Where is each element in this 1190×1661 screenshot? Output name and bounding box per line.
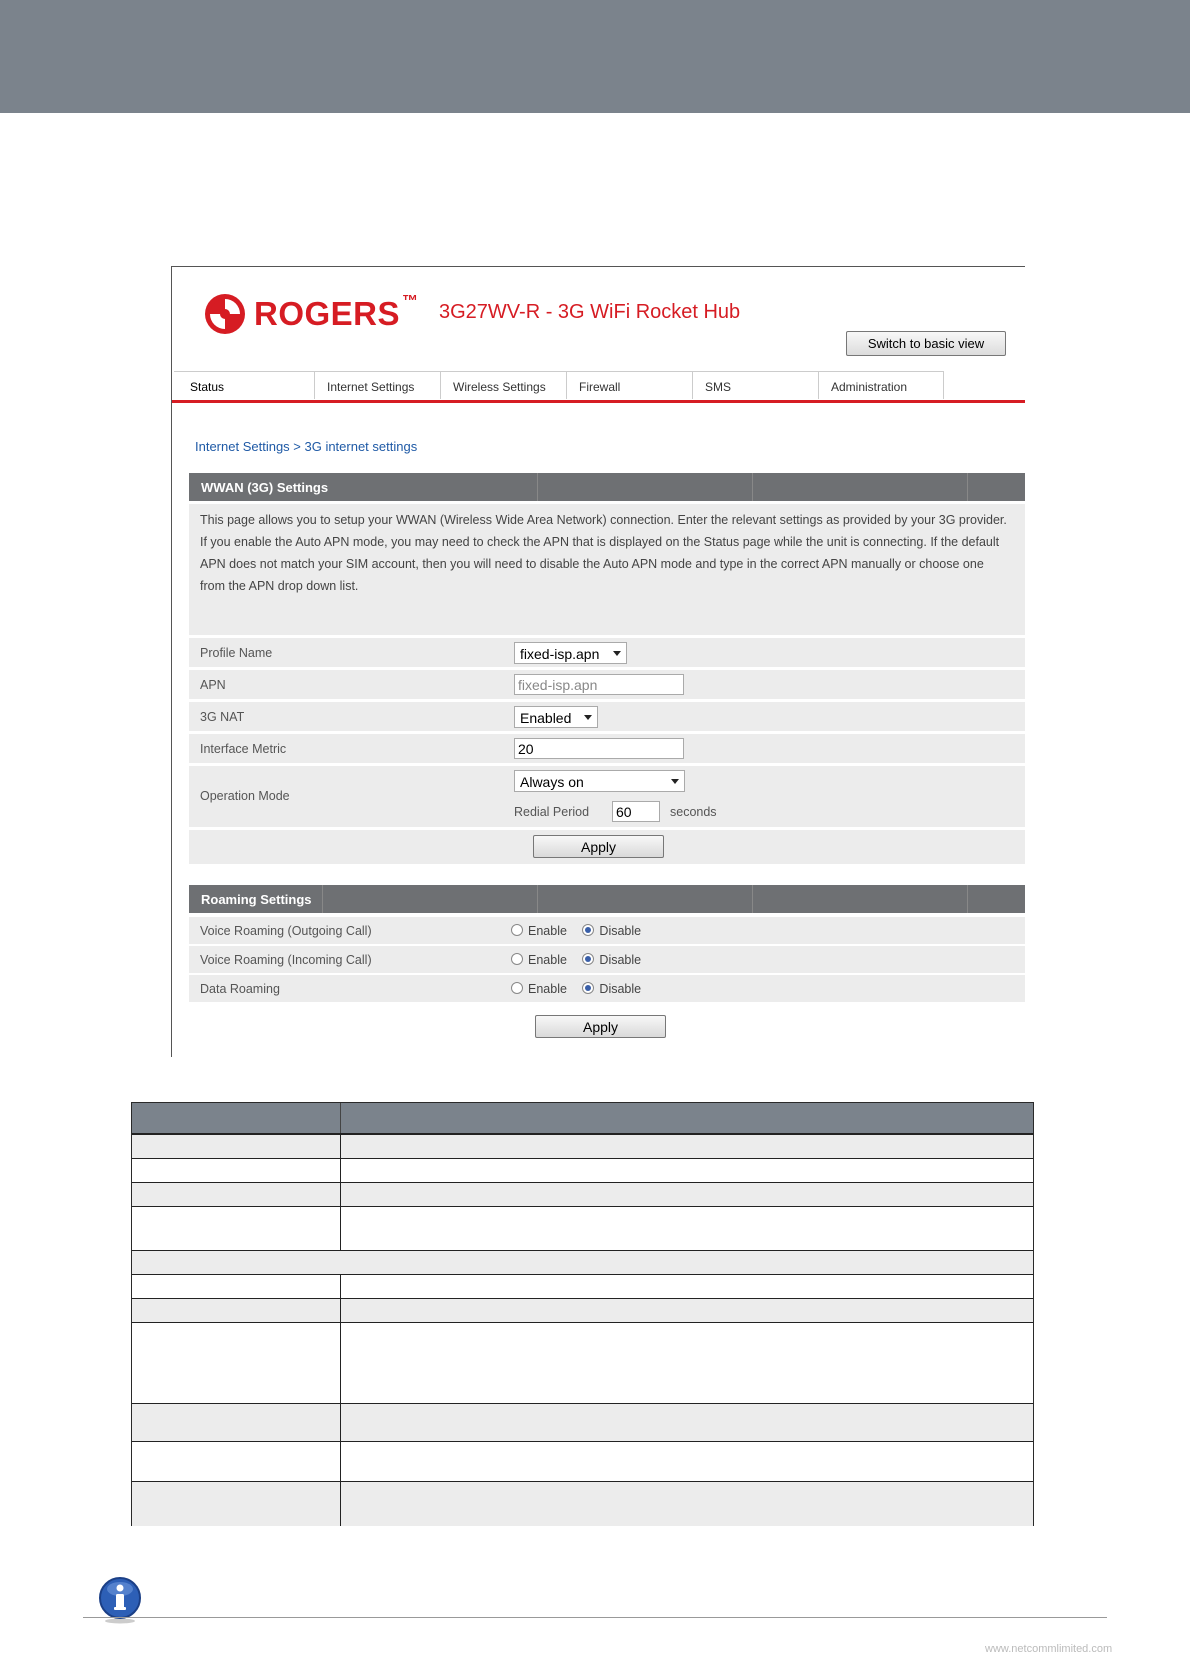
- rogers-logo-icon: [204, 293, 246, 335]
- operation-mode-label: Operation Mode: [200, 789, 290, 803]
- roaming-section-title: Roaming Settings: [201, 892, 312, 907]
- wwan-intro: [189, 504, 1025, 635]
- main-tabs: [174, 371, 1025, 399]
- roaming-enable-option[interactable]: Enable: [511, 953, 567, 967]
- roaming-row: [189, 917, 1025, 944]
- table-row: [132, 1441, 1033, 1481]
- nat-select[interactable]: Enabled: [514, 706, 598, 728]
- wwan-section-header: [189, 473, 1025, 501]
- switch-basic-view-button[interactable]: Switch to basic view: [846, 331, 1006, 356]
- operation-mode-row: [189, 766, 1025, 827]
- breadcrumb[interactable]: Internet Settings > 3G internet settings: [195, 439, 418, 454]
- settings-description-table: [131, 1102, 1034, 1526]
- roaming-row: [189, 975, 1025, 1002]
- roaming-section-header: [189, 885, 1025, 913]
- table-row: [132, 1322, 1033, 1403]
- radio-off-icon: [511, 953, 523, 965]
- profile-name-label: Profile Name: [200, 646, 273, 660]
- table-row: [132, 1481, 1033, 1526]
- operation-mode-select[interactable]: Always on: [514, 770, 685, 792]
- radio-off-icon: [511, 924, 523, 936]
- roaming-disable-option[interactable]: Disable: [582, 924, 641, 938]
- tab-firewall[interactable]: Firewall: [566, 371, 692, 399]
- table-row: [132, 1298, 1033, 1322]
- tab-internet-settings[interactable]: Internet Settings: [314, 371, 440, 399]
- nat-row: [189, 702, 1025, 731]
- wwan-apply-button[interactable]: Apply: [533, 835, 664, 858]
- table-section-row: [132, 1250, 1033, 1274]
- footer-divider: [83, 1617, 1107, 1618]
- metric-input[interactable]: 20: [514, 738, 684, 759]
- apn-label: APN: [200, 678, 226, 692]
- wwan-apply-row: [189, 830, 1025, 864]
- table-row: [132, 1158, 1033, 1182]
- chevron-down-icon: [613, 651, 621, 656]
- roaming-apply-button[interactable]: Apply: [535, 1015, 666, 1038]
- roaming-row-label: Voice Roaming (Incoming Call): [200, 953, 372, 967]
- intro-paragraph: If you enable the Auto APN mode, you may need to check the APN that is displayed on the Status page while the unit is connecting. If the default APN does not match your SIM account, then you will need to disable the Auto APN mode and type in the correct APN manually or choose one from the APN drop down list.: [200, 535, 1000, 593]
- chevron-down-icon: [584, 715, 592, 720]
- roaming-row-label: Voice Roaming (Outgoing Call): [200, 924, 372, 938]
- apn-row: [189, 670, 1025, 699]
- tab-wireless-settings[interactable]: Wireless Settings: [440, 371, 566, 399]
- logo-trademark: ™: [402, 293, 419, 310]
- roaming-disable-option[interactable]: Disable: [582, 982, 641, 996]
- roaming-disable-option[interactable]: Disable: [582, 953, 641, 967]
- footer-site-url[interactable]: www.netcommlimited.com: [985, 1643, 1113, 1655]
- chevron-down-icon: [671, 779, 679, 784]
- roaming-enable-option[interactable]: Enable: [511, 982, 567, 996]
- metric-label: Interface Metric: [200, 742, 287, 756]
- metric-row: [189, 734, 1025, 763]
- redial-unit: seconds: [670, 805, 717, 819]
- table-row: [132, 1182, 1033, 1206]
- radio-on-icon: [582, 924, 594, 936]
- table-row: [132, 1206, 1033, 1250]
- roaming-row: [189, 946, 1025, 973]
- tab-administration[interactable]: Administration: [818, 371, 944, 399]
- nat-label: 3G NAT: [200, 710, 245, 724]
- redial-input[interactable]: 60: [612, 801, 660, 822]
- tab-sms[interactable]: SMS: [692, 371, 818, 399]
- tab-underline: [172, 400, 1025, 403]
- table-row: [132, 1134, 1033, 1158]
- wwan-section-title: WWAN (3G) Settings: [201, 480, 329, 495]
- radio-on-icon: [582, 982, 594, 994]
- redial-label: Redial Period: [514, 805, 590, 819]
- intro-paragraph: This page allows you to setup your WWAN (Wireless Wide Area Network) connection. Enter the relevant settings as provided by your 3G provider.: [200, 513, 1007, 527]
- profile-name-select[interactable]: fixed-isp.apn: [514, 642, 627, 664]
- table-row: [132, 1274, 1033, 1298]
- apn-input[interactable]: fixed-isp.apn: [514, 674, 684, 695]
- logo-wordmark: ROGERS: [254, 295, 401, 332]
- table-row: [132, 1403, 1033, 1441]
- rogers-logo: [204, 293, 418, 335]
- profile-name-row: [189, 638, 1025, 667]
- radio-off-icon: [511, 982, 523, 994]
- product-title: 3G27WV-R - 3G WiFi Rocket Hub: [439, 301, 741, 323]
- page-header-bar: [0, 0, 1190, 113]
- roaming-row-label: Data Roaming: [200, 982, 280, 996]
- tab-status[interactable]: Status: [174, 371, 314, 399]
- router-screenshot: [171, 266, 1025, 1057]
- radio-on-icon: [582, 953, 594, 965]
- roaming-enable-option[interactable]: Enable: [511, 924, 567, 938]
- table-header: [132, 1103, 1033, 1134]
